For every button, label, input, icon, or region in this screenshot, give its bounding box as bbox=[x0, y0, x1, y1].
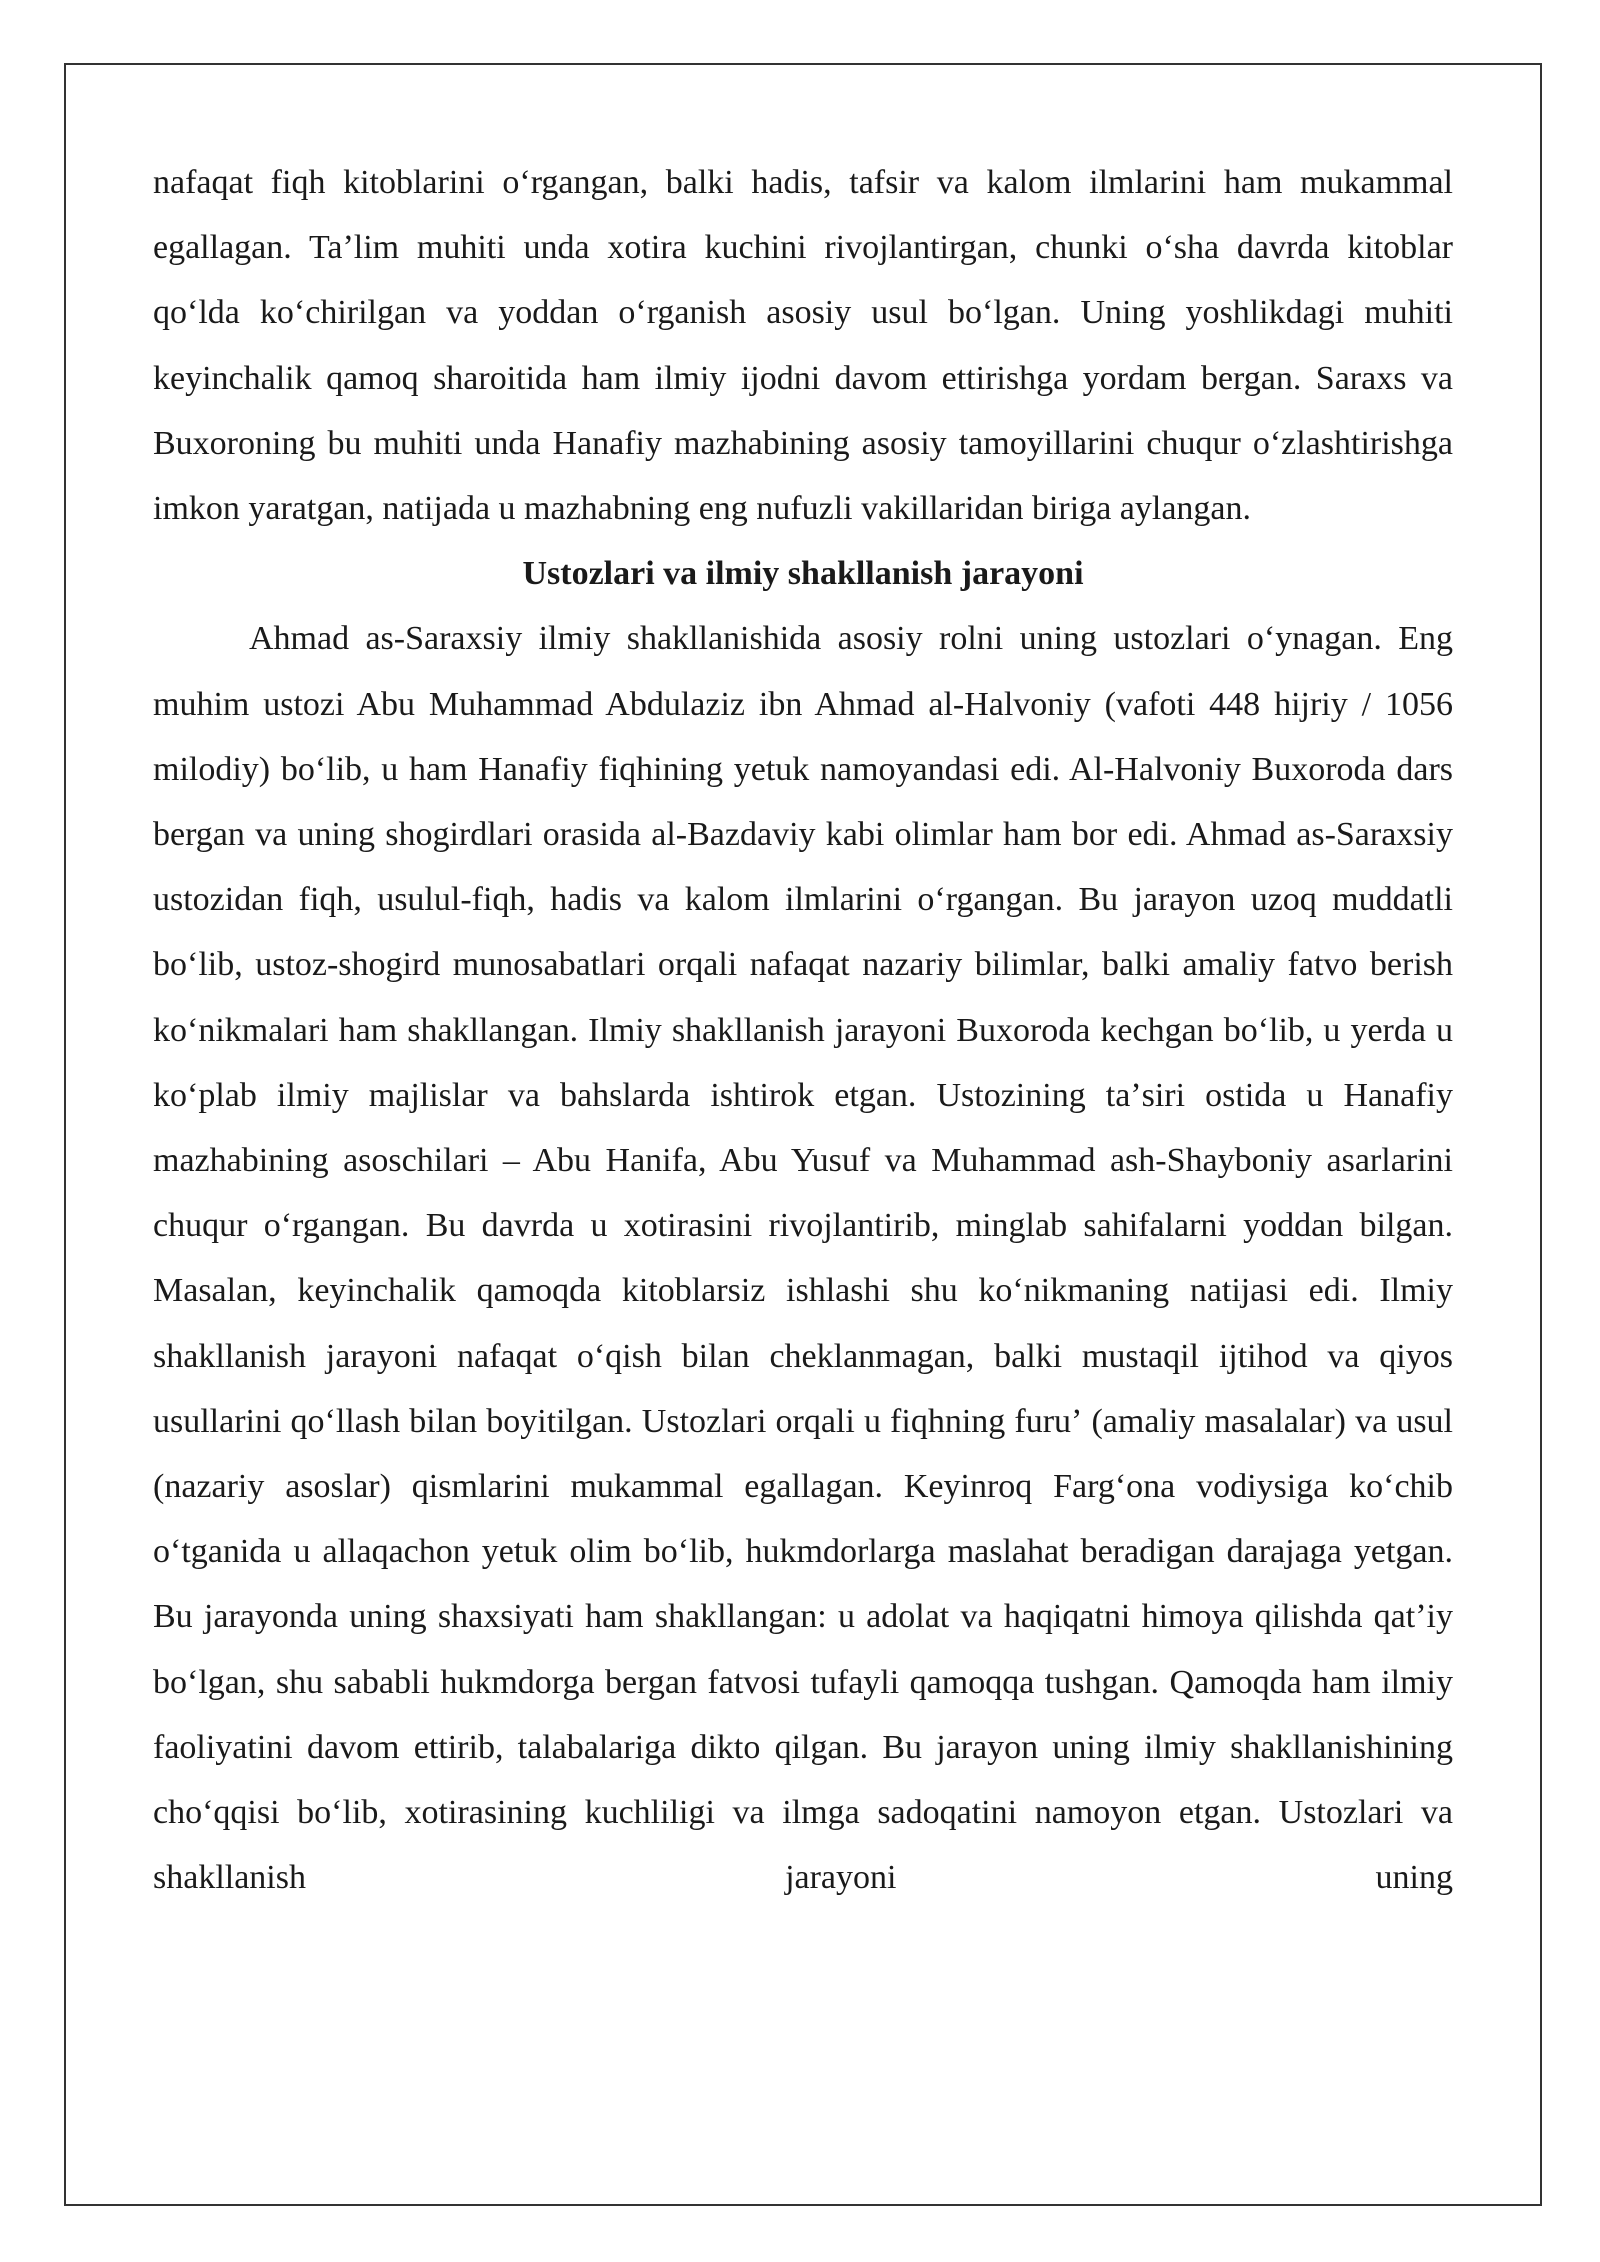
section-heading: Ustozlari va ilmiy shakllanish jarayoni bbox=[522, 555, 1084, 593]
paragraph-teachers: Ahmad as-Saraxsiy ilmiy shakllanishida asosiy rolni uning ustozlari oʻynagan. Eng muhim ustozi Abu Muhammad Abdulaziz ibn Ahmad al-Halvoniy (vafoti 448 hijriy / 1056 milodiy) boʻlib, u ham Hanafiy fiqhining yetuk namoyandasi edi. Al-Halvoniy Buxoroda dars bergan va uning shogirdlari orasida al-Bazdaviy kabi olimlar ham bor edi. Ahmad as-Saraxsiy ustozidan fiqh, usulul-fiqh, hadis va kalom ilmlarini oʻrgangan. Bu jarayon uzoq muddatli boʻlib, ustoz-shogird munosabatlari orqali nafaqat nazariy bilimlar, balki amaliy fatvo berish koʻnikmalari ham shakllangan. Ilmiy shakllanish jarayoni Buxoroda kechgan boʻlib, u yerda u koʻplab ilmiy majlislar va bahslarda ishtirok etgan. Ustozining taʼsiri ostida u Hanafiy mazhabining asoschilari – Abu Hanifa, Abu Yusuf va Muhammad ash-Shayboniy asarlarini chuqur oʻrgangan. Bu davrda u xotirasini rivojlantirib, minglab sahifalarni yoddan bilgan. Masalan, keyinchalik qamoqda kitoblarsiz ishlashi shu koʻnikmaning natijasi edi. Ilmiy shakllanish jarayoni nafaqat oʻqish bilan cheklanmagan, balki mustaqil ijtihod va qiyos usullarini qoʻllash bilan boyitilgan. Ustozlari orqali u fiqhning furuʼ (amaliy masalalar) va usul (nazariy asoslar) qismlarini mukammal egallagan. Keyinroq Fargʻona vodiysiga koʻchib oʻtganida u allaqachon yetuk olim boʻlib, hukmdorlarga maslahat beradigan darajaga yetgan. Bu jarayonda uning shaxsiyati ham shakllangan: u adolat va haqiqatni himoya qilishda qatʼiy boʻlgan, shu sababli hukmdorga bergan fatvosi tufayli qamoqqa tushgan. Qamoqda ham ilmiy faoliyatini davom ettirib, talabalariga dikto qilgan. Bu jarayon uning ilmiy shakllanishining choʻqqisi boʻlib, xotirasining kuchliligi va ilmga sadoqatini namoyon etgan. Ustozlari va shakllanish jarayoni uning bbox=[153, 620, 1453, 1897]
paragraph-continued: nafaqat fiqh kitoblarini oʻrgangan, balki hadis, tafsir va kalom ilmlarini ham mukammal egallagan. Taʼlim muhiti unda xotira kuchini rivojlantirgan, chunki oʻsha davrda kitoblar qoʻlda koʻchirilgan va yoddan oʻrganish asosiy usul boʻlgan. Uning yoshlikdagi muhiti keyinchalik qamoq sharoitida ham ilmiy ijodni davom ettirishga yordam bergan. Saraxs va Buxoroning bu muhiti unda Hanafiy mazhabining asosiy tamoyillarini chuqur oʻzlashtirishga imkon yaratgan, natijada u mazhabning eng nufuzli vakillaridan biriga aylangan. bbox=[153, 164, 1453, 528]
document-body bbox=[153, 150, 1453, 1910]
